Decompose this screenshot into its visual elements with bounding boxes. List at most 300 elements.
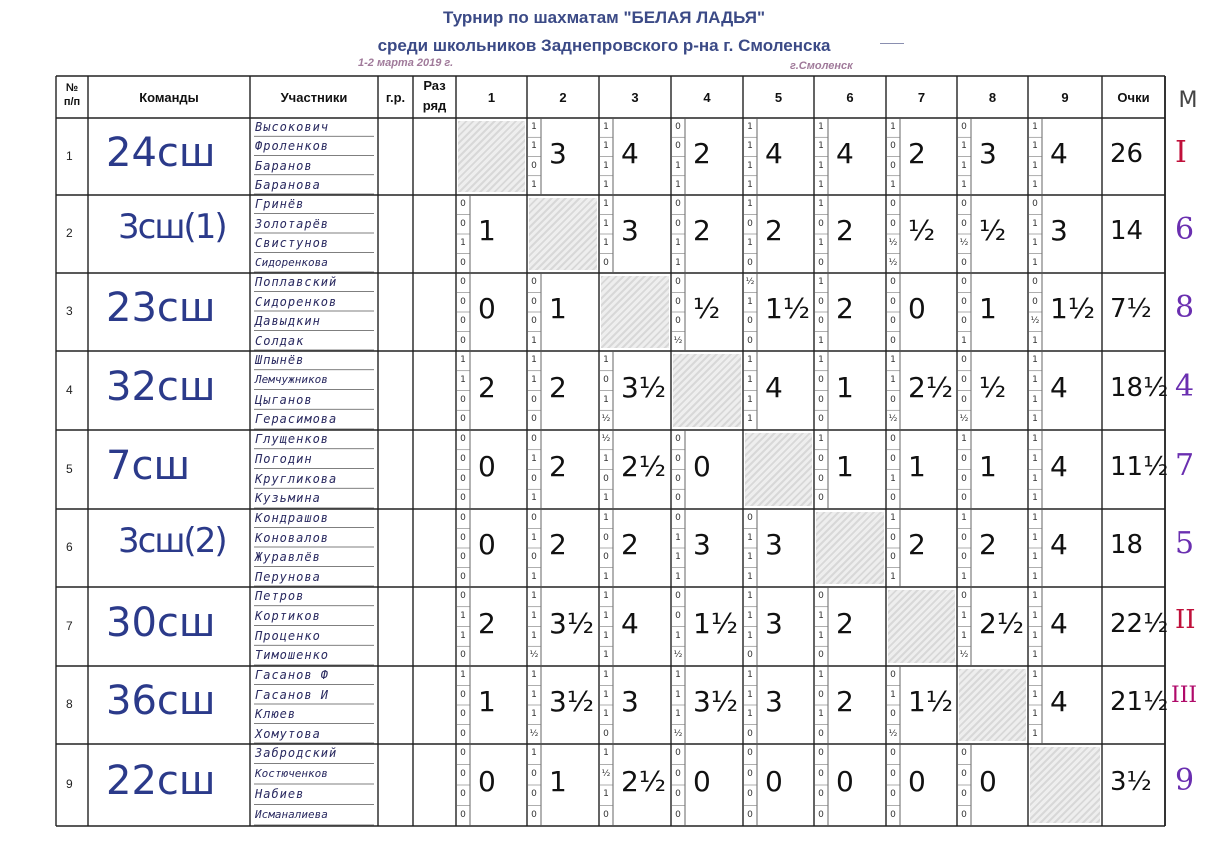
board-result: 0 [1032,277,1038,287]
board-result: 1 [1032,160,1038,171]
board-result: 1 [747,374,753,385]
board-result: 0 [460,571,466,582]
player-name: Кортиков [255,608,321,623]
match-score: 3 [765,528,783,561]
board-result: 1 [603,513,609,523]
match-score: 1 [549,292,567,325]
board-result: 1 [1032,453,1038,464]
team-name: 23сш [106,285,216,331]
board-result: 0 [675,199,681,209]
match-score: 2 [765,214,783,247]
board-result: 1 [531,532,537,543]
player-name: Поплавский [255,275,338,289]
board-result: 1 [1032,434,1038,444]
board-result: 0 [961,277,967,287]
match-score: 3½ [621,370,666,404]
board-result: 0 [818,493,824,504]
match-score: ½ [693,292,721,325]
board-result: 1 [675,689,681,700]
board-result: 0 [675,296,681,307]
player-name: Баранова [255,177,321,192]
board-result: 1 [747,591,753,601]
board-result: 0 [531,809,537,820]
board-result: 0 [460,809,466,820]
board-result: 1 [890,355,896,365]
board-result: 0 [1032,296,1038,307]
player-name: Петров [255,589,305,603]
match-score: 2 [549,528,567,561]
board-result: 0 [675,591,681,601]
board-result: 1 [890,689,896,700]
board-result: 1 [747,160,753,171]
board-result: 1 [603,218,609,229]
board-result: 1 [747,571,753,582]
board-result: 1 [747,179,753,190]
match-score: 1 [549,765,567,798]
row-number: 3 [66,304,73,318]
board-result: 1 [890,179,896,190]
board-result: 1 [603,689,609,700]
board-result: ½ [959,238,969,248]
board-result: 1 [818,630,824,641]
board-result: 0 [890,748,896,758]
board-result: 0 [818,453,824,464]
match-score: 1 [979,292,997,325]
board-result: 0 [460,552,466,562]
board-result: 0 [890,532,896,543]
match-score: 2 [908,528,926,561]
board-result: 0 [818,748,824,758]
board-result: 0 [460,709,466,719]
player-name: Журавлёв [255,550,321,564]
board-result: 1 [747,141,753,152]
board-result: 1 [1032,513,1038,523]
player-name: Гринёв [255,197,305,211]
board-result: 0 [961,473,967,484]
board-result: 1 [747,199,753,209]
match-score: 1 [478,214,496,247]
board-result: ½ [888,728,898,739]
total-points: 11½ [1110,451,1169,482]
board-result: 1 [1032,728,1038,739]
match-score: 3 [621,685,639,718]
board-result: 1 [1032,355,1038,365]
board-result: ½ [529,728,539,739]
board-result: 0 [818,591,824,601]
match-score: 0 [478,292,496,325]
board-result: ½ [601,414,611,425]
board-result: ½ [673,650,683,661]
tournament-subtitle: среди школьников Заднепровского р-на г. Смоленска [377,36,831,55]
board-result: 0 [818,257,824,268]
board-result: 0 [818,414,824,425]
row-number: 6 [66,540,73,554]
board-result: 0 [460,748,466,758]
board-result: 1 [1032,591,1038,601]
board-result: 0 [531,434,537,444]
board-result: 1 [603,748,609,758]
team-name: 24сш [106,129,216,176]
row-number: 9 [66,777,73,791]
board-result: 0 [460,257,466,268]
board-result: 1 [603,160,609,171]
match-score: ½ [979,214,1007,247]
match-score: 4 [836,136,854,170]
board-result: 0 [961,809,967,820]
header-round-6: 6 [846,90,854,105]
match-score: 0 [478,528,496,561]
board-result: 1 [1032,650,1038,661]
board-result: 0 [747,768,753,779]
board-result: 0 [675,277,681,287]
player-name: Клюев [255,707,297,721]
board-result: 0 [675,218,681,229]
board-result: 1 [747,610,753,621]
board-result: 0 [818,789,824,799]
board-result: 0 [531,277,537,287]
match-score: 3 [549,136,567,170]
player-name: Тимошенко [255,648,330,663]
board-result: 0 [603,257,609,268]
board-result: 0 [890,335,896,346]
board-result: 0 [675,316,681,326]
player-name: Коновалов [255,530,330,545]
match-score: 4 [621,606,639,640]
match-score: 1 [836,370,854,404]
board-result: 1 [531,670,537,680]
board-result: 0 [890,493,896,504]
header-rank-b: ряд [422,98,447,113]
player-name: Давыдкин [255,314,321,328]
row-number: 1 [66,148,73,163]
diagonal-shaded-cell [458,121,525,192]
board-result: 1 [675,630,681,641]
board-result: 1 [818,355,824,365]
board-result: 0 [890,552,896,562]
match-score: 2 [979,528,997,561]
board-result: ½ [888,238,898,248]
board-result: 0 [460,513,466,523]
match-score: 3½ [549,685,594,718]
total-points: 22½ [1110,608,1169,639]
board-result: ½ [888,257,898,268]
board-result: 1 [460,355,466,365]
board-result: 1 [1032,141,1038,152]
board-result: 1 [603,493,609,504]
board-result: 0 [460,591,466,601]
board-result: 1 [961,513,967,523]
match-score: 4 [1050,449,1068,483]
final-place: I [1175,134,1187,170]
match-score: 4 [765,136,783,170]
board-result: 0 [961,789,967,799]
player-name: Исманалиева [255,807,328,821]
board-result: 1 [961,141,967,152]
match-score: 3½ [549,606,594,640]
board-result: 0 [818,689,824,700]
board-result: 1 [961,571,967,582]
board-result: 0 [460,728,466,739]
match-score: 3½ [693,685,738,718]
board-result: 0 [818,768,824,779]
match-score: 2½ [621,449,666,483]
board-result: 1 [818,709,824,719]
board-result: 0 [531,160,537,171]
board-result: 1 [747,238,753,248]
final-place: 5 [1175,526,1195,561]
board-result: 1 [531,335,537,346]
board-result: 0 [603,374,609,385]
tournament-date: 1-2 марта 2019 г. [358,57,454,69]
board-result: 0 [460,218,466,229]
match-score: 3 [621,214,639,247]
board-result: 1 [890,122,896,132]
board-result: 1 [531,709,537,719]
board-result: 1 [531,689,537,700]
board-result: 1 [603,591,609,601]
match-score: 2½ [979,606,1024,640]
total-points: 14 [1110,216,1144,246]
match-score: 0 [908,765,926,798]
header-players: Участники [280,90,348,105]
board-result: 0 [961,355,967,365]
board-result: 1 [531,748,537,758]
team-name: 3сш(1) [118,207,226,247]
diagonal-shaded-cell [816,512,884,584]
header-num-a: № [65,82,79,94]
player-name: Сидоренкова [255,255,328,269]
player-name: Кругликова [255,471,338,486]
board-result: 1 [1032,257,1038,268]
match-score: 1½ [765,292,810,325]
player-name: Шпынёв [255,353,305,367]
board-result: 0 [890,453,896,464]
total-points: 21½ [1110,687,1169,717]
board-result: 1 [1032,552,1038,562]
player-name: Свистунов [255,236,330,250]
diagonal-shaded-cell [745,433,812,506]
match-score: 4 [765,370,783,404]
board-result: 0 [961,768,967,779]
final-place: 9 [1175,763,1195,798]
board-result: ½ [745,277,755,287]
header-round-4: 4 [703,90,711,105]
header-team: Команды [139,90,199,105]
board-result: 0 [961,552,967,562]
player-name: Лемчужников [255,372,328,386]
row-number: 8 [66,697,73,711]
match-score: 2 [478,370,496,404]
board-result: 0 [675,141,681,152]
match-score: 4 [1050,370,1068,404]
board-result: ½ [673,335,683,346]
board-result: ½ [888,414,898,425]
board-result: 0 [747,789,753,799]
board-result: 1 [1032,218,1038,229]
player-name: Хомутова [255,726,321,741]
board-result: 1 [1032,630,1038,641]
board-result: 1 [675,532,681,543]
board-result: 1 [747,689,753,700]
board-result: 0 [460,199,466,209]
board-result: 0 [675,610,681,621]
board-result: 0 [675,768,681,779]
match-score: 0 [693,765,711,798]
player-name: Кондрашов [255,511,330,525]
board-result: 1 [961,160,967,171]
board-result: 0 [531,552,537,562]
match-score: 2 [549,449,567,483]
board-result: 0 [747,335,753,346]
board-result: 1 [961,610,967,621]
final-place: 6 [1175,212,1195,247]
team-name: 7сш [106,442,191,489]
match-score: 0 [836,765,854,798]
board-result: 0 [961,374,967,385]
board-result: 1 [603,238,609,248]
match-score: 0 [765,765,783,798]
board-result: 1 [818,335,824,346]
board-result: 1 [1032,532,1038,543]
header-round-3: 3 [631,90,639,105]
board-result: 0 [603,552,609,562]
match-score: 0 [478,765,496,798]
board-result: 0 [675,122,681,132]
player-name: Забродский [255,746,338,760]
board-result: 1 [531,355,537,365]
team-name: 3сш(2) [118,521,226,561]
board-result: 0 [675,513,681,523]
tournament-title: Турнир по шахматам "БЕЛАЯ ЛАДЬЯ" [442,8,766,27]
board-result: 0 [747,513,753,523]
board-result: 1 [1032,689,1038,700]
board-result: 1 [460,670,466,680]
board-result: 1 [1032,335,1038,346]
player-name: Костюченков [255,766,328,780]
board-result: 1 [531,141,537,152]
board-result: 0 [531,473,537,484]
team-name: 30сш [106,599,216,646]
match-score: 3 [765,606,783,640]
board-result: 0 [890,141,896,152]
board-result: 1 [1032,238,1038,248]
board-result: 0 [961,257,967,268]
match-score: ½ [908,214,936,247]
board-result: 1 [818,141,824,152]
board-result: 0 [890,789,896,799]
board-result: ½ [959,414,969,425]
board-result: 1 [1032,610,1038,621]
board-result: 0 [961,532,967,543]
board-result: 0 [890,768,896,779]
board-result: 1 [675,552,681,562]
player-name: Гасанов И [255,687,330,702]
match-score: 1 [836,449,854,483]
board-result: 1 [531,453,537,464]
board-result: 1 [531,122,537,132]
board-result: 0 [460,296,466,307]
board-result: 0 [818,728,824,739]
match-score: 2 [549,370,567,404]
board-result: 0 [961,296,967,307]
header-place: М [1178,88,1198,113]
total-points: 3½ [1110,767,1152,797]
player-name: Фроленков [255,139,330,154]
player-name: Высокович [255,120,330,134]
player-name: Кузьмина [255,491,321,506]
final-place: 4 [1175,368,1195,404]
board-result: 1 [460,238,466,248]
board-result: 0 [531,513,537,523]
header-round-8: 8 [988,90,997,105]
board-result: 1 [531,493,537,504]
board-result: 1 [531,571,537,582]
board-result: 0 [1032,199,1038,209]
player-name: Цыганов [255,392,313,407]
board-result: 1 [675,238,681,248]
diagonal-shaded-cell [673,354,741,427]
total-points: 7½ [1110,294,1152,324]
board-result: 1 [460,630,466,641]
board-result: 0 [747,316,753,326]
match-score: 1½ [908,685,953,718]
board-result: 0 [818,394,824,405]
board-result: 1 [531,179,537,190]
diagonal-shaded-cell [601,276,669,348]
board-result: 1 [675,571,681,582]
match-score: 4 [621,136,639,170]
board-result: 0 [961,218,967,229]
board-result: 0 [890,394,896,405]
board-result: 0 [675,748,681,758]
board-result: 0 [675,493,681,504]
player-name: Солдак [255,333,305,348]
board-result: 0 [460,689,466,700]
board-result: ½ [601,768,611,779]
board-result: 0 [460,493,466,504]
match-score: 2 [836,214,854,247]
match-score: 1 [979,449,997,483]
board-result: 0 [890,670,896,680]
match-score: 2½ [908,370,953,404]
board-result: 0 [890,296,896,307]
board-result: 0 [747,650,753,661]
match-score: 2 [693,136,711,170]
board-result: 1 [603,394,609,405]
board-result: 0 [961,316,967,326]
board-result: 1 [1032,493,1038,504]
board-result: 0 [961,591,967,601]
player-name: Герасимова [255,412,338,427]
board-result: 0 [890,434,896,444]
final-place: 7 [1175,447,1195,483]
board-result: 1 [961,179,967,190]
board-result: 0 [460,316,466,326]
board-result: 1 [603,709,609,719]
match-score: 1 [478,685,496,718]
board-result: 0 [890,218,896,229]
board-result: 1 [747,709,753,719]
match-score: 2 [908,136,926,170]
board-result: 1 [818,238,824,248]
board-result: 0 [460,414,466,425]
board-result: 1 [603,610,609,621]
board-result: 1 [603,199,609,209]
board-result: 1 [675,160,681,171]
board-result: 0 [890,160,896,171]
board-result: 0 [603,809,609,820]
match-score: 0 [478,449,496,483]
